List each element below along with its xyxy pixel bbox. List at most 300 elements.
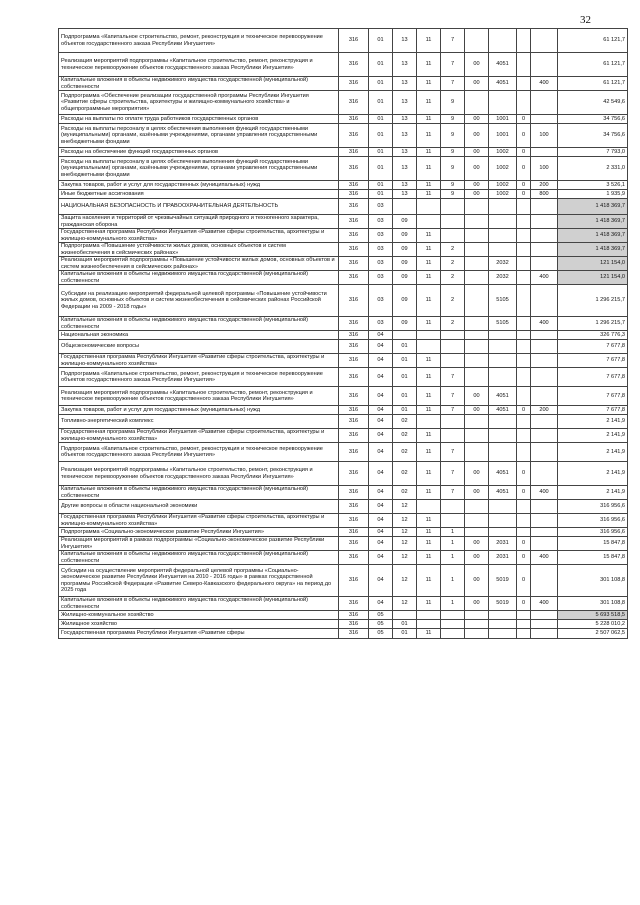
- expense-type-code: [531, 257, 558, 271]
- item-name: Закупка товаров, работ и услуг для государственных (муниципальных) нужд: [59, 406, 339, 415]
- table-row: [59, 157, 628, 181]
- program-code: [417, 340, 441, 354]
- item-name: Реализация мероприятий подпрограммы «Капитальное строительство, ремонт, реконструкция и техническое перевооружение объектов государственного заказа Республики Ингушетия»: [59, 462, 339, 486]
- ministry-code: 316: [339, 148, 369, 157]
- ministry-code: 316: [339, 415, 369, 429]
- subprogram-code: 9: [441, 148, 465, 157]
- expense-type-code: [531, 199, 558, 215]
- table-row: [59, 340, 628, 354]
- amount: 2 331,0: [558, 157, 628, 181]
- target-code-part: [465, 514, 489, 528]
- section-code: 04: [369, 429, 393, 443]
- program-code: 11: [417, 551, 441, 565]
- expense-type-code: [531, 611, 558, 620]
- table-row: [59, 124, 628, 148]
- amount: 2 141,9: [558, 429, 628, 443]
- target-article-code: 5105: [489, 317, 517, 331]
- section-code: 03: [369, 271, 393, 285]
- target-article-code: [489, 199, 517, 215]
- expense-type-code: 800: [531, 190, 558, 199]
- amount: 1 296 215,7: [558, 285, 628, 317]
- subsection-code: 12: [393, 597, 417, 611]
- target-article-code: 4051: [489, 406, 517, 415]
- subprogram-code: 7: [441, 368, 465, 387]
- target-article-code: [489, 514, 517, 528]
- table-row: [59, 331, 628, 340]
- section-code: 05: [369, 620, 393, 629]
- target-article-code: [489, 29, 517, 53]
- amount: 2 141,9: [558, 415, 628, 429]
- target-suffix-code: [517, 443, 531, 462]
- table-row: [59, 354, 628, 368]
- target-article-code: 4051: [489, 387, 517, 406]
- target-suffix-code: [517, 91, 531, 115]
- item-name: Защита населения и территорий от чрезвычайных ситуаций природного и техногенного характера, гражданская оборона: [59, 215, 339, 229]
- target-code-part: [465, 629, 489, 639]
- target-code-part: 00: [465, 597, 489, 611]
- expense-type-code: 400: [531, 551, 558, 565]
- program-code: 11: [417, 157, 441, 181]
- expense-type-code: 200: [531, 406, 558, 415]
- expense-type-code: [531, 629, 558, 639]
- ministry-code: 316: [339, 190, 369, 199]
- section-code: 04: [369, 462, 393, 486]
- program-code: 11: [417, 317, 441, 331]
- target-article-code: 1002: [489, 157, 517, 181]
- section-code: 04: [369, 514, 393, 528]
- item-name: Реализация мероприятий подпрограммы «Повышение устойчивости жилых домов, основных объектов и систем жизнеобеспечения в сейсмических районах»: [59, 257, 339, 271]
- item-name: Капитальные вложения в объекты недвижимого имущества государственной (муниципальной) собственности: [59, 551, 339, 565]
- ministry-code: 316: [339, 181, 369, 190]
- target-article-code: 5019: [489, 565, 517, 597]
- amount: 5 228 010,2: [558, 620, 628, 629]
- subsection-code: 02: [393, 415, 417, 429]
- expense-type-code: [531, 29, 558, 53]
- program-code: [417, 331, 441, 340]
- target-code-part: 00: [465, 124, 489, 148]
- subprogram-code: [441, 199, 465, 215]
- program-code: [417, 611, 441, 620]
- subprogram-code: 9: [441, 190, 465, 199]
- subsection-code: 02: [393, 486, 417, 500]
- subprogram-code: 9: [441, 157, 465, 181]
- expense-type-code: 400: [531, 486, 558, 500]
- target-article-code: 2032: [489, 271, 517, 285]
- table-row: [59, 190, 628, 199]
- target-article-code: 2032: [489, 257, 517, 271]
- subsection-code: 09: [393, 257, 417, 271]
- ministry-code: 316: [339, 528, 369, 537]
- section-code: 01: [369, 91, 393, 115]
- target-suffix-code: [517, 500, 531, 514]
- expense-type-code: [531, 115, 558, 124]
- subprogram-code: [441, 215, 465, 229]
- target-article-code: 5105: [489, 285, 517, 317]
- subsection-code: 02: [393, 443, 417, 462]
- target-code-part: [465, 243, 489, 257]
- item-name: Государственная программа Республики Ингушетия «Развитие сферы строительства, архитектуры и жилищно-коммунального хозяйства»: [59, 229, 339, 243]
- ministry-code: 316: [339, 462, 369, 486]
- item-name: Подпрограмма «Повышение устойчивости жилых домов, основных объектов и систем жизнеобеспечения в сейсмических районах»: [59, 243, 339, 257]
- item-name: Субсидии на осуществление мероприятий федеральной целевой программы «Социально-экономическое развитие Республики Ингушетия на 2010 - 2016 годы» в рамках государственной программы Российской Федерации «Развитие Северо-Кавказского федерального округа» на период до 2025 года: [59, 565, 339, 597]
- subprogram-code: [441, 331, 465, 340]
- item-name: Общеэкономические вопросы: [59, 340, 339, 354]
- expense-type-code: [531, 415, 558, 429]
- target-suffix-code: [517, 243, 531, 257]
- subsection-code: 09: [393, 271, 417, 285]
- target-article-code: [489, 229, 517, 243]
- item-name: Реализация мероприятий подпрограммы «Капитальное строительство, ремонт, реконструкция и техническое перевооружение объектов государственного заказа Республики Ингушетия»: [59, 387, 339, 406]
- target-suffix-code: 0: [517, 537, 531, 551]
- target-code-part: 00: [465, 387, 489, 406]
- ministry-code: 316: [339, 620, 369, 629]
- subprogram-code: 9: [441, 181, 465, 190]
- amount: 7 793,0: [558, 148, 628, 157]
- target-code-part: 00: [465, 551, 489, 565]
- target-code-part: [465, 354, 489, 368]
- table-row: [59, 271, 628, 285]
- table-body: [59, 29, 628, 639]
- amount: 1 296 215,7: [558, 317, 628, 331]
- table-row: [59, 429, 628, 443]
- section-code: 03: [369, 199, 393, 215]
- target-suffix-code: [517, 215, 531, 229]
- ministry-code: 316: [339, 285, 369, 317]
- ministry-code: 316: [339, 486, 369, 500]
- subprogram-code: 7: [441, 486, 465, 500]
- target-article-code: [489, 611, 517, 620]
- expense-type-code: 400: [531, 271, 558, 285]
- program-code: 11: [417, 354, 441, 368]
- amount: 316 956,6: [558, 514, 628, 528]
- item-name: Реализация мероприятий в рамках подпрограммы «Социально-экономическое развитие Республики Ингушетия»: [59, 537, 339, 551]
- target-code-part: 00: [465, 406, 489, 415]
- subprogram-code: 2: [441, 285, 465, 317]
- section-code: 04: [369, 486, 393, 500]
- expense-type-code: [531, 340, 558, 354]
- table-row: [59, 115, 628, 124]
- program-code: 11: [417, 285, 441, 317]
- subprogram-code: 2: [441, 243, 465, 257]
- amount: 61 121,7: [558, 77, 628, 91]
- table-row: [59, 77, 628, 91]
- subprogram-code: 7: [441, 77, 465, 91]
- subprogram-code: 9: [441, 115, 465, 124]
- program-code: 11: [417, 53, 441, 77]
- table-row: [59, 148, 628, 157]
- ministry-code: 316: [339, 611, 369, 620]
- table-row: [59, 462, 628, 486]
- item-name: Капитальные вложения в объекты недвижимого имущества государственной (муниципальной) собственности: [59, 486, 339, 500]
- ministry-code: 316: [339, 53, 369, 77]
- target-suffix-code: 0: [517, 124, 531, 148]
- subsection-code: 09: [393, 229, 417, 243]
- target-code-part: 00: [465, 148, 489, 157]
- program-code: 11: [417, 91, 441, 115]
- target-code-part: 00: [465, 190, 489, 199]
- item-name: Иные бюджетные ассигнования: [59, 190, 339, 199]
- subprogram-code: [441, 629, 465, 639]
- ministry-code: 316: [339, 91, 369, 115]
- item-name: Другие вопросы в области национальной экономики: [59, 500, 339, 514]
- program-code: 11: [417, 124, 441, 148]
- ministry-code: 316: [339, 199, 369, 215]
- target-code-part: 00: [465, 565, 489, 597]
- table-row: [59, 629, 628, 639]
- target-suffix-code: [517, 415, 531, 429]
- target-code-part: 00: [465, 181, 489, 190]
- table-row: [59, 181, 628, 190]
- subprogram-code: [441, 354, 465, 368]
- target-code-part: [465, 215, 489, 229]
- section-code: 04: [369, 387, 393, 406]
- expense-type-code: [531, 620, 558, 629]
- amount: 61 121,7: [558, 53, 628, 77]
- amount: 1 418 369,7: [558, 229, 628, 243]
- subsection-code: 13: [393, 148, 417, 157]
- item-name: Расходы на выплаты по оплате труда работников государственных органов: [59, 115, 339, 124]
- program-code: 11: [417, 243, 441, 257]
- section-code: 04: [369, 443, 393, 462]
- target-code-part: [465, 340, 489, 354]
- target-code-part: 00: [465, 462, 489, 486]
- item-name: Подпрограмма «Капитальное строительство, ремонт, реконструкция и техническое перевооружение объектов государственного заказа Республики Ингушетия»: [59, 29, 339, 53]
- ministry-code: 316: [339, 317, 369, 331]
- target-code-part: [465, 285, 489, 317]
- section-code: 01: [369, 157, 393, 181]
- program-code: 11: [417, 462, 441, 486]
- target-code-part: [465, 528, 489, 537]
- amount: 7 677,8: [558, 354, 628, 368]
- target-article-code: [489, 629, 517, 639]
- expense-type-code: [531, 537, 558, 551]
- section-code: 03: [369, 285, 393, 317]
- table-row: [59, 317, 628, 331]
- target-article-code: [489, 620, 517, 629]
- target-code-part: 00: [465, 486, 489, 500]
- section-code: 01: [369, 53, 393, 77]
- target-code-part: [465, 229, 489, 243]
- program-code: 11: [417, 565, 441, 597]
- section-code: 03: [369, 243, 393, 257]
- target-suffix-code: 0: [517, 157, 531, 181]
- table-row: [59, 406, 628, 415]
- ministry-code: 316: [339, 368, 369, 387]
- table-row: [59, 620, 628, 629]
- section-code: 04: [369, 528, 393, 537]
- item-name: Подпрограмма «Обеспечение реализации государственной программы Республики Ингушетия «Развитие сферы строительства, архитектуры и жилищно-коммунального хозяйства» и общепрограммные мероприятия»: [59, 91, 339, 115]
- amount: 1 418 369,7: [558, 199, 628, 215]
- target-suffix-code: [517, 257, 531, 271]
- table-row: [59, 215, 628, 229]
- subprogram-code: [441, 429, 465, 443]
- item-name: Реализация мероприятий подпрограммы «Капитальное строительство, ремонт, реконструкция и техническое перевооружение объектов государственного заказа Республики Ингушетия»: [59, 53, 339, 77]
- program-code: 11: [417, 148, 441, 157]
- expense-type-code: [531, 91, 558, 115]
- program-code: 11: [417, 115, 441, 124]
- subprogram-code: 2: [441, 317, 465, 331]
- amount: 7 677,8: [558, 387, 628, 406]
- subsection-code: 02: [393, 429, 417, 443]
- target-suffix-code: 0: [517, 486, 531, 500]
- table-row: [59, 285, 628, 317]
- section-code: 04: [369, 565, 393, 597]
- item-name: Подпрограмма «Социально-экономическое развитие Республики Ингушетия»: [59, 528, 339, 537]
- amount: 2 141,9: [558, 462, 628, 486]
- table-row: [59, 514, 628, 528]
- subprogram-code: [441, 229, 465, 243]
- subsection-code: 13: [393, 190, 417, 199]
- item-name: Расходы на выплаты персоналу в целях обеспечения выполнения функций государственными (муниципальными) органами, казёнными учреждениями, органами управления государственными внебюджетными фондами: [59, 124, 339, 148]
- program-code: 11: [417, 597, 441, 611]
- expense-type-code: [531, 443, 558, 462]
- ministry-code: 316: [339, 331, 369, 340]
- section-code: 05: [369, 611, 393, 620]
- subsection-code: 01: [393, 620, 417, 629]
- ministry-code: 316: [339, 229, 369, 243]
- amount: 7 677,8: [558, 368, 628, 387]
- ministry-code: 316: [339, 629, 369, 639]
- subsection-code: 12: [393, 565, 417, 597]
- subsection-code: 01: [393, 354, 417, 368]
- ministry-code: 316: [339, 340, 369, 354]
- ministry-code: 316: [339, 500, 369, 514]
- table-row: [59, 537, 628, 551]
- target-suffix-code: 0: [517, 597, 531, 611]
- amount: 301 108,8: [558, 597, 628, 611]
- table-row: [59, 229, 628, 243]
- expense-type-code: [531, 528, 558, 537]
- table-row: [59, 443, 628, 462]
- program-code: 11: [417, 387, 441, 406]
- subsection-code: 13: [393, 53, 417, 77]
- target-article-code: [489, 243, 517, 257]
- target-suffix-code: 0: [517, 406, 531, 415]
- amount: 316 956,6: [558, 528, 628, 537]
- section-code: 01: [369, 181, 393, 190]
- expense-type-code: 400: [531, 77, 558, 91]
- target-article-code: [489, 331, 517, 340]
- target-suffix-code: 0: [517, 462, 531, 486]
- subsection-code: 13: [393, 91, 417, 115]
- target-code-part: [465, 429, 489, 443]
- expense-type-code: [531, 500, 558, 514]
- subsection-code: 01: [393, 406, 417, 415]
- target-article-code: [489, 500, 517, 514]
- target-article-code: 1002: [489, 148, 517, 157]
- target-suffix-code: 0: [517, 181, 531, 190]
- subsection-code: 09: [393, 317, 417, 331]
- amount: 7 677,8: [558, 406, 628, 415]
- section-code: 04: [369, 537, 393, 551]
- section-code: 03: [369, 317, 393, 331]
- subprogram-code: 2: [441, 257, 465, 271]
- target-code-part: [465, 611, 489, 620]
- section-code: 04: [369, 415, 393, 429]
- subsection-code: 09: [393, 285, 417, 317]
- item-name: Государственная программа Республики Ингушетия «Развитие сферы строительства, архитектуры и жилищно-коммунального хозяйства»: [59, 514, 339, 528]
- ministry-code: 316: [339, 443, 369, 462]
- section-code: 04: [369, 551, 393, 565]
- target-article-code: 4051: [489, 53, 517, 77]
- amount: 1 418 369,7: [558, 215, 628, 229]
- target-suffix-code: [517, 368, 531, 387]
- expense-type-code: 400: [531, 317, 558, 331]
- ministry-code: 316: [339, 597, 369, 611]
- subsection-code: 09: [393, 243, 417, 257]
- item-name: Капитальные вложения в объекты недвижимого имущества государственной (муниципальной) собственности: [59, 597, 339, 611]
- target-article-code: 5019: [489, 597, 517, 611]
- target-code-part: [465, 443, 489, 462]
- section-code: 04: [369, 354, 393, 368]
- subprogram-code: 7: [441, 443, 465, 462]
- amount: 1 418 369,7: [558, 243, 628, 257]
- ministry-code: 316: [339, 77, 369, 91]
- subprogram-code: 1: [441, 528, 465, 537]
- target-code-part: [465, 368, 489, 387]
- subsection-code: 02: [393, 462, 417, 486]
- subsection-code: 13: [393, 181, 417, 190]
- amount: 61 121,7: [558, 29, 628, 53]
- table-row: [59, 368, 628, 387]
- expense-type-code: 400: [531, 597, 558, 611]
- target-article-code: [489, 368, 517, 387]
- expense-type-code: [531, 215, 558, 229]
- target-article-code: 1002: [489, 190, 517, 199]
- subprogram-code: 7: [441, 29, 465, 53]
- item-name: Государственная программа Республики Ингушетия «Развитие сферы строительства, архитектуры и жилищно-коммунального хозяйства»: [59, 354, 339, 368]
- program-code: 11: [417, 629, 441, 639]
- program-code: [417, 199, 441, 215]
- item-name: Государственная программа Республики Ингушетия «Развитие сферы: [59, 629, 339, 639]
- amount: 7 677,8: [558, 340, 628, 354]
- subsection-code: [393, 331, 417, 340]
- section-code: 04: [369, 368, 393, 387]
- amount: 34 756,6: [558, 115, 628, 124]
- table-row: [59, 415, 628, 429]
- target-suffix-code: [517, 387, 531, 406]
- target-code-part: [465, 271, 489, 285]
- target-suffix-code: 0: [517, 148, 531, 157]
- program-code: [417, 500, 441, 514]
- target-code-part: 00: [465, 157, 489, 181]
- item-name: Капитальные вложения в объекты недвижимого имущества государственной (муниципальной) собственности: [59, 77, 339, 91]
- subprogram-code: 1: [441, 537, 465, 551]
- target-article-code: [489, 340, 517, 354]
- program-code: 11: [417, 486, 441, 500]
- target-suffix-code: 0: [517, 551, 531, 565]
- table-row: [59, 597, 628, 611]
- target-article-code: [489, 215, 517, 229]
- program-code: 11: [417, 271, 441, 285]
- target-article-code: 4051: [489, 486, 517, 500]
- item-name: Подпрограмма «Капитальное строительство, ремонт, реконструкция и техническое перевооружение объектов государственного заказа Республики Ингушетия»: [59, 443, 339, 462]
- program-code: [417, 215, 441, 229]
- subsection-code: 12: [393, 528, 417, 537]
- subsection-code: 13: [393, 124, 417, 148]
- subprogram-code: 1: [441, 565, 465, 597]
- section-code: 03: [369, 229, 393, 243]
- ministry-code: 316: [339, 406, 369, 415]
- amount: 15 847,8: [558, 537, 628, 551]
- expense-type-code: [531, 514, 558, 528]
- subsection-code: 13: [393, 157, 417, 181]
- target-suffix-code: [517, 271, 531, 285]
- target-article-code: [489, 415, 517, 429]
- target-suffix-code: [517, 199, 531, 215]
- target-suffix-code: 0: [517, 565, 531, 597]
- program-code: 11: [417, 77, 441, 91]
